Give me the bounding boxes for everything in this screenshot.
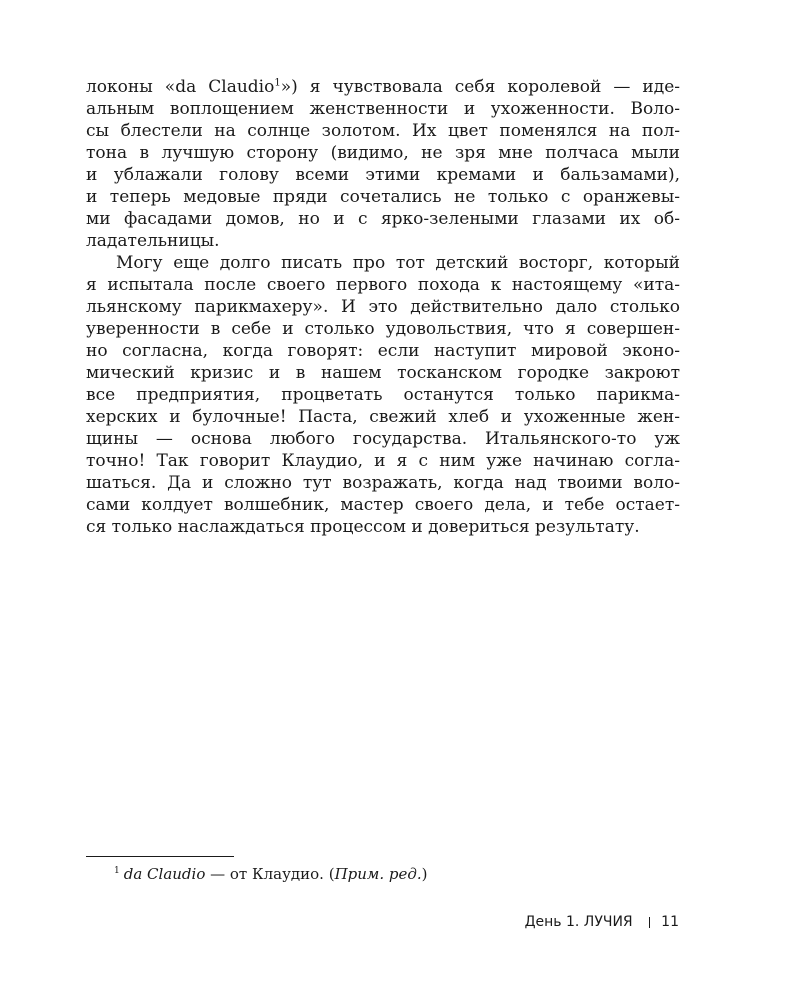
text-line: альным воплощением женственности и ухоженности. Воло-: [86, 99, 680, 119]
text-line: сами колдует волшебник, мастер своего дела, и тебе остает-: [86, 495, 680, 515]
footnote-term: da Claudio: [123, 865, 206, 883]
paragraph-first-line: Могу еще долго писать про тот детский восторг, который: [116, 253, 680, 273]
running-head: День 1. ЛУЧИЯ: [524, 914, 633, 930]
text-line: щины — основа любого государства. Итальянского-то уж: [86, 429, 680, 449]
text-line: уверенности в себе и столько удовольствия, что я совершен-: [86, 319, 680, 339]
text-line: но согласна, когда говорят: если наступит мировой эконо-: [86, 341, 680, 361]
text-line: все предприятия, процветать останутся только парикма-: [86, 385, 680, 405]
text-line: тона в лучшую сторону (видимо, не зря мне полчаса мыли: [86, 143, 680, 163]
running-footer: [525, 912, 679, 932]
text-line: и теперь медовые пряди сочетались не только с оранжевы-: [86, 187, 680, 207]
footnote: $^1$ da Claudio — от Клаудио. (Прим. ред.): [114, 865, 428, 883]
footnote-divider: [86, 856, 234, 857]
text-line: я испытала после своего первого похода к настоящему «ита-: [86, 275, 680, 295]
text-line: ладательницы.: [86, 231, 220, 251]
footnote-reference: 1: [274, 77, 281, 89]
text-line: точно! Так говорит Клаудио, и я с ним уже начинаю согла-: [86, 451, 680, 471]
text-line: мический кризис и в нашем тосканском городке закроют: [86, 363, 680, 383]
text-line: ся только наслаждаться процессом и довериться результату.: [86, 517, 640, 537]
text-line: локоны «da Claudio$^1$») я чувствовала себя королевой — иде-: [86, 77, 680, 97]
text-line: льянскому парикмахеру». И это действительно дало столько: [86, 297, 680, 317]
footnote-mark: 1: [114, 866, 120, 876]
footer-separator: [649, 917, 651, 928]
text-line: ми фасадами домов, но и с ярко-зелеными глазами их об-: [86, 209, 680, 229]
body-text: [86, 76, 680, 538]
text-line: херских и булочные! Паста, свежий хлеб и ухоженные жен-: [86, 407, 680, 427]
footnote-text: — от Клаудио. (: [205, 865, 335, 883]
page-number: 11: [661, 914, 679, 930]
footnote-editor-note: Прим. ред.: [334, 865, 422, 883]
text-line: шаться. Да и сложно тут возражать, когда над твоими воло-: [86, 473, 680, 493]
text-line: и ублажали голову всеми этими кремами и бальзамами),: [86, 165, 680, 185]
text-line: сы блестели на солнце золотом. Их цвет поменялся на пол-: [86, 121, 680, 141]
